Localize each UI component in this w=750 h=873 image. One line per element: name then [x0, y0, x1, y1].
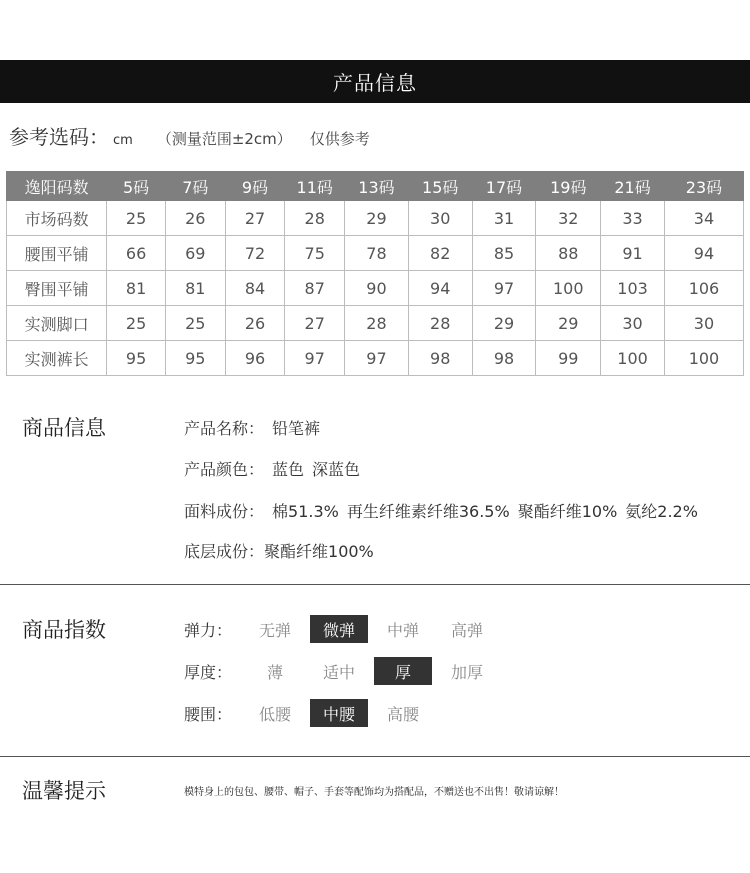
tips-text: 模特身上的包包、腰带、帽子、手套等配饰均为搭配品，不赠送也不出售！敬请谅解！	[184, 787, 564, 798]
table-cell: 91	[601, 236, 665, 271]
waist-row	[184, 699, 438, 727]
table-cell: 27	[285, 306, 345, 341]
banner-title: 产品信息	[333, 71, 417, 95]
table-cell: 33	[601, 201, 665, 236]
table-row-label: 臀围平铺	[7, 271, 107, 306]
table-cell: 25	[107, 201, 166, 236]
fabric-value: 棉51.3%	[272, 502, 339, 521]
table-column-header: 17码	[472, 172, 536, 201]
tips-title: 温馨提示	[22, 779, 106, 803]
table-row-label: 实测裤长	[7, 341, 107, 376]
fabric-label: 面料成份：	[184, 502, 265, 521]
size-table	[6, 171, 744, 376]
table-cell: 100	[536, 271, 601, 306]
table-cell: 28	[408, 306, 472, 341]
table-column-header: 19码	[536, 172, 601, 201]
reference-note: 仅供参考	[309, 130, 370, 148]
table-cell: 99	[536, 341, 601, 376]
thickness-option: 适中	[322, 662, 355, 682]
table-cell: 27	[225, 201, 285, 236]
reference-label: 参考选码：	[9, 125, 109, 149]
fabric-value: 聚酯纤维10%	[517, 502, 618, 521]
thickness-row	[184, 657, 502, 685]
divider	[0, 584, 750, 585]
table-cell: 30	[664, 306, 743, 341]
table-cell: 66	[107, 236, 166, 271]
product-color-row	[184, 457, 368, 480]
table-cell: 98	[408, 341, 472, 376]
table-cell: 32	[536, 201, 601, 236]
elasticity-label: 弹力：	[184, 620, 233, 640]
table-cell: 96	[225, 341, 285, 376]
table-row	[7, 201, 744, 236]
product-name-value: 铅笔裤	[272, 419, 321, 438]
table-row	[7, 236, 744, 271]
table-column-header: 21码	[601, 172, 665, 201]
product-info-title: 商品信息	[22, 416, 106, 440]
table-cell: 28	[285, 201, 345, 236]
color-value: 深蓝色	[312, 460, 361, 479]
table-cell: 95	[165, 341, 225, 376]
table-cell: 31	[472, 201, 536, 236]
table-cell: 30	[601, 306, 665, 341]
table-row	[7, 341, 744, 376]
table-cell: 81	[107, 271, 166, 306]
fabric-row	[184, 499, 706, 522]
product-color-label: 产品颜色：	[184, 460, 265, 479]
table-cell: 69	[165, 236, 225, 271]
table-cell: 28	[345, 306, 409, 341]
divider	[0, 756, 750, 757]
table-cell: 97	[345, 341, 409, 376]
table-cell: 98	[472, 341, 536, 376]
table-cell: 95	[107, 341, 166, 376]
waist-option: 低腰	[258, 704, 291, 724]
table-cell: 90	[345, 271, 409, 306]
lining-value: 聚酯纤维100%	[264, 542, 374, 561]
table-cell: 97	[472, 271, 536, 306]
table-cell: 34	[664, 201, 743, 236]
reference-unit: cm	[113, 133, 133, 148]
table-cell: 81	[165, 271, 225, 306]
table-cell: 30	[408, 201, 472, 236]
waist-option: 中腰	[310, 699, 368, 727]
table-row-label: 腰围平铺	[7, 236, 107, 271]
table-row	[7, 271, 744, 306]
table-cell: 94	[408, 271, 472, 306]
table-cell: 29	[536, 306, 601, 341]
elasticity-option: 微弹	[310, 615, 368, 643]
table-cell: 87	[285, 271, 345, 306]
table-cell: 97	[285, 341, 345, 376]
table-row-label: 市场码数	[7, 201, 107, 236]
table-cell: 29	[472, 306, 536, 341]
product-index-title: 商品指数	[22, 618, 106, 642]
product-name-label: 产品名称：	[184, 419, 265, 438]
table-cell: 75	[285, 236, 345, 271]
table-column-header: 23码	[664, 172, 743, 201]
fabric-value: 氨纶2.2%	[625, 502, 698, 521]
fabric-value: 再生纤维素纤维36.5%	[346, 502, 510, 521]
table-cell: 94	[664, 236, 743, 271]
reference-range: （测量范围±2cm）	[156, 130, 292, 148]
table-cell: 106	[664, 271, 743, 306]
section-banner	[0, 60, 750, 103]
table-cell: 72	[225, 236, 285, 271]
product-name-row	[184, 416, 320, 439]
table-cell: 82	[408, 236, 472, 271]
table-cell: 85	[472, 236, 536, 271]
color-value: 蓝色	[272, 460, 305, 479]
table-header-row	[7, 172, 744, 201]
table-cell: 26	[165, 201, 225, 236]
table-column-header: 11码	[285, 172, 345, 201]
table-cell: 25	[107, 306, 166, 341]
table-column-header: 9码	[225, 172, 285, 201]
table-cell: 88	[536, 236, 601, 271]
table-cell: 100	[664, 341, 743, 376]
waist-label: 腰围：	[184, 704, 233, 724]
table-cell: 25	[165, 306, 225, 341]
table-column-header: 13码	[345, 172, 409, 201]
thickness-option: 薄	[266, 662, 283, 682]
lining-row	[184, 539, 374, 562]
elasticity-option: 无弹	[258, 620, 291, 640]
lining-label: 底层成份：	[184, 542, 265, 561]
table-row	[7, 306, 744, 341]
thickness-option: 加厚	[450, 662, 483, 682]
table-cell: 26	[225, 306, 285, 341]
table-column-header: 15码	[408, 172, 472, 201]
table-cell: 100	[601, 341, 665, 376]
elasticity-option: 高弹	[450, 620, 483, 640]
table-column-header: 5码	[107, 172, 166, 201]
size-reference	[9, 121, 370, 153]
elasticity-row	[184, 615, 502, 643]
table-cell: 29	[345, 201, 409, 236]
table-cell: 103	[601, 271, 665, 306]
table-cell: 78	[345, 236, 409, 271]
waist-option: 高腰	[386, 704, 419, 724]
table-row-label: 实测脚口	[7, 306, 107, 341]
table-row-header: 逸阳码数	[7, 172, 107, 201]
thickness-option: 厚	[374, 657, 432, 685]
elasticity-option: 中弹	[386, 620, 419, 640]
thickness-label: 厚度：	[184, 662, 233, 682]
table-cell: 84	[225, 271, 285, 306]
table-column-header: 7码	[165, 172, 225, 201]
